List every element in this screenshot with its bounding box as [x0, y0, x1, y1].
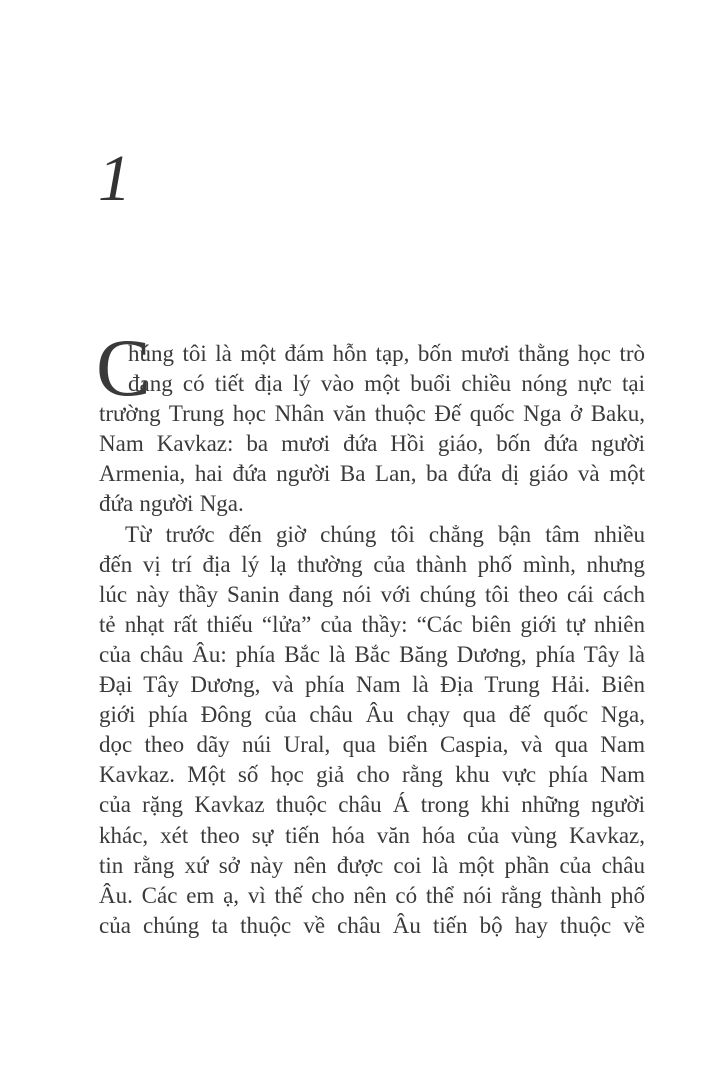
text-line: Nam Kavkaz: ba mươi đứa Hồi giáo, bốn đứa người — [99, 431, 645, 457]
text-line: của chúng ta thuộc về châu Âu tiến bộ hay thuộc về — [99, 912, 645, 938]
text-line: đứa người Nga. — [99, 491, 244, 517]
text-line: của châu Âu: phía Bắc là Bắc Băng Dương, phía Tây là — [99, 641, 645, 667]
text-line: tin rằng xứ sở này nên được coi là một phần của châu — [99, 852, 645, 878]
text-line: đang có tiết địa lý vào một buổi chiều nóng nực tại — [128, 371, 645, 397]
body-text — [96, 322, 645, 941]
text-line: khác, xét theo sự tiến hóa văn hóa của vùng Kavkaz, — [99, 822, 645, 848]
text-line: đến vị trí địa lý lạ thường của thành phố mình, nhưng — [99, 551, 645, 577]
text-line: dọc theo dãy núi Ural, qua biển Caspia, và qua Nam — [99, 732, 645, 758]
text-line: húng tôi là một đám hỗn tạp, bốn mươi thằng học trò — [128, 341, 645, 366]
drop-cap: C — [96, 322, 151, 413]
text-line: Armenia, hai đứa người Ba Lan, ba đứa dị giáo và một — [99, 461, 645, 487]
text-line: trường Trung học Nhân văn thuộc Đế quốc Nga ở Baku, — [99, 401, 645, 427]
text-line: giới phía Đông của châu Âu chạy qua đế quốc Nga, — [99, 702, 645, 728]
text-line: Âu. Các em ạ, vì thế cho nên có thể nói rằng thành phố — [99, 882, 645, 908]
chapter-number: 1 — [98, 142, 131, 215]
text-line: của rặng Kavkaz thuộc châu Á trong khi những người — [99, 792, 645, 818]
text-line: Kavkaz. Một số học giả cho rằng khu vực phía Nam — [99, 762, 645, 788]
text-line: tẻ nhạt rất thiếu “lửa” của thầy: “Các biên giới tự nhiên — [99, 611, 645, 637]
text-line: Đại Tây Dương, và phía Nam là Địa Trung Hải. Biên — [99, 672, 645, 698]
text-lines — [99, 339, 645, 941]
text-line: Từ trước đến giờ chúng tôi chẳng bận tâm nhiều — [125, 521, 645, 547]
text-line: lúc này thầy Sanin đang nói với chúng tôi theo cái cách — [99, 581, 645, 607]
